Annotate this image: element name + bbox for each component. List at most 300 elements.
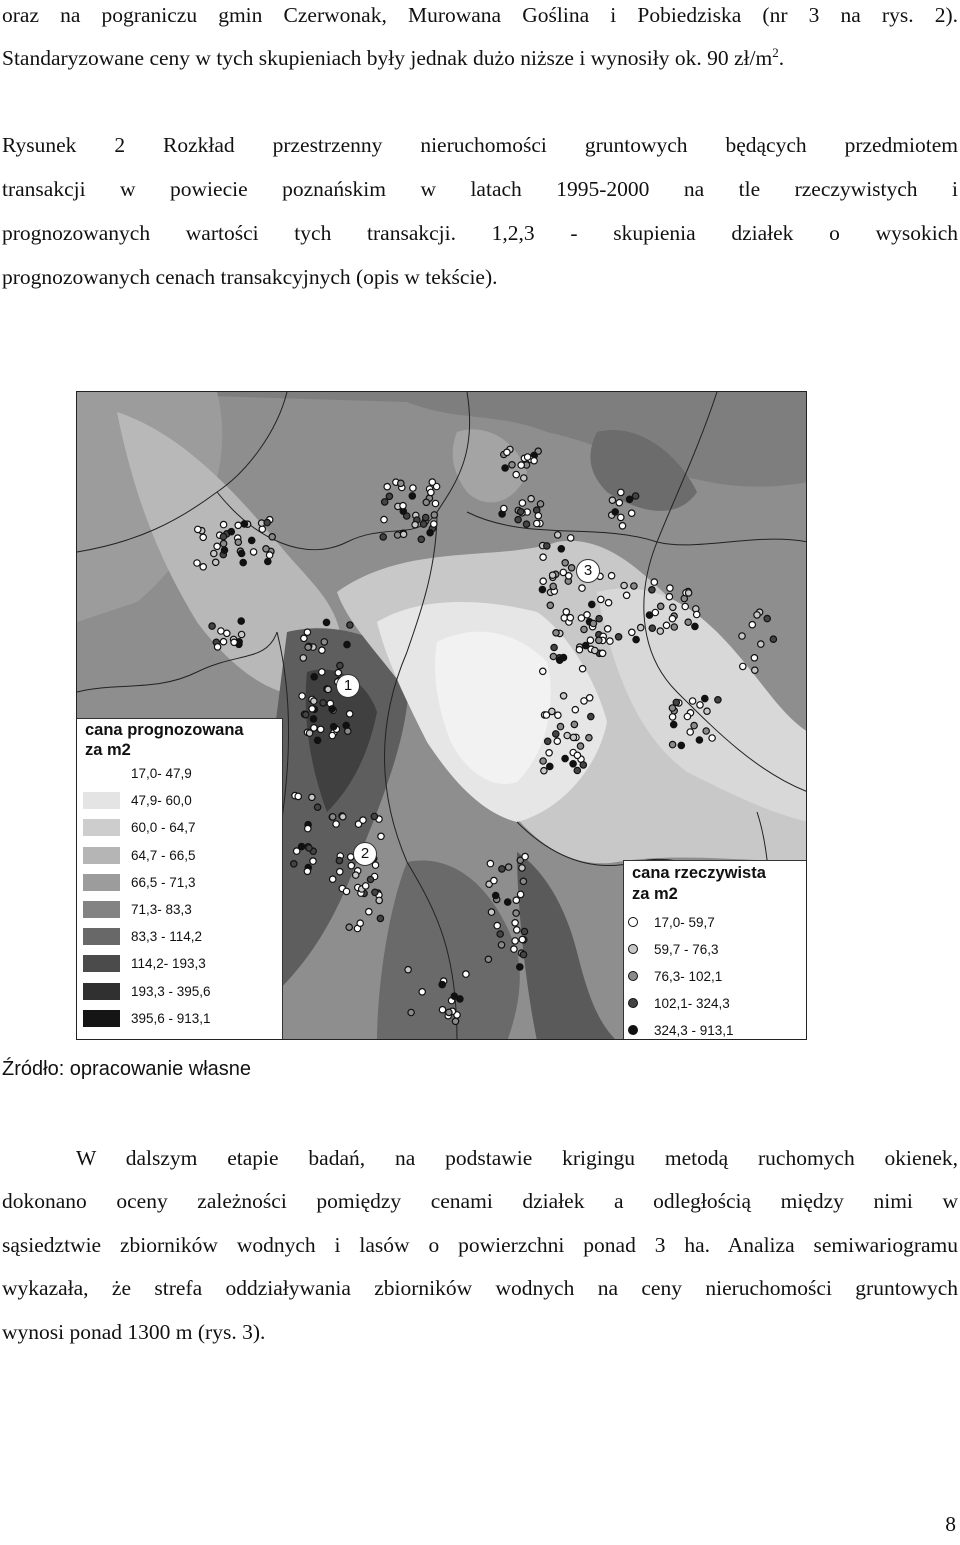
transaction-point: [311, 674, 317, 680]
transaction-point: [498, 942, 504, 948]
transaction-point: [555, 532, 561, 538]
transaction-point: [304, 629, 310, 635]
transaction-point: [646, 612, 652, 618]
transaction-point: [405, 967, 411, 973]
transaction-point: [249, 537, 255, 543]
transaction-point: [238, 618, 244, 624]
transaction-point: [524, 454, 530, 460]
transaction-point: [382, 499, 388, 505]
transaction-point: [263, 546, 269, 552]
transaction-point: [651, 579, 657, 585]
legend-dot-symbol: [628, 1025, 638, 1035]
transaction-point: [547, 763, 553, 769]
transaction-point: [431, 512, 437, 518]
transaction-point: [671, 624, 677, 630]
transaction-point: [363, 883, 369, 889]
legend-predicted-label: 114,2- 193,3: [131, 956, 206, 972]
transaction-point: [446, 1009, 452, 1015]
transaction-point: [632, 493, 638, 499]
transaction-point: [751, 655, 757, 661]
transaction-point: [553, 731, 559, 737]
transaction-point: [564, 732, 570, 738]
transaction-point: [596, 637, 602, 643]
transaction-point: [347, 711, 353, 717]
transaction-point: [451, 993, 457, 999]
transaction-point: [310, 858, 316, 864]
transaction-point: [213, 559, 219, 565]
transaction-point: [549, 572, 555, 578]
transaction-point: [384, 484, 390, 490]
transaction-point: [615, 634, 621, 640]
transaction-point: [540, 554, 546, 560]
transaction-point: [546, 750, 552, 756]
transaction-point: [553, 630, 559, 636]
transaction-point: [348, 862, 354, 868]
transaction-point: [540, 668, 546, 674]
transaction-point: [367, 876, 373, 882]
transaction-point: [220, 639, 226, 645]
transaction-point: [235, 539, 241, 545]
transaction-point: [560, 693, 566, 699]
intro-line-2: [2, 45, 958, 71]
figure-source: Źródło: opracowanie własne: [2, 1058, 252, 1080]
transaction-point: [521, 475, 527, 481]
legend-dot-symbol: [628, 998, 638, 1008]
transaction-point: [616, 500, 622, 506]
transaction-point: [770, 636, 776, 642]
transaction-point: [687, 729, 693, 735]
legend-swatch: [83, 819, 120, 836]
legend-swatch: [83, 983, 120, 1000]
legend-predicted-label: 47,9- 60,0: [131, 793, 192, 809]
caption-line-1: Rysunek 2 Rozkład przestrzenny nieruchomości gruntowych będących przedmiotem: [2, 133, 958, 157]
transaction-point: [623, 592, 629, 598]
page-number: 8: [945, 1512, 956, 1536]
intro-line-2-text: Standaryzowane ceny w tych skupieniach były jednak dużo niższe i wynosiły ok. 90 zł/m: [2, 46, 773, 70]
transaction-point: [577, 743, 583, 749]
transaction-point: [537, 501, 543, 507]
transaction-point: [570, 734, 576, 740]
transaction-point: [501, 505, 507, 511]
transaction-point: [629, 629, 635, 635]
transaction-point: [491, 877, 497, 883]
transaction-point: [214, 543, 220, 549]
transaction-point: [543, 712, 549, 718]
transaction-point: [528, 496, 534, 502]
legend-swatch: [83, 765, 120, 782]
transaction-point: [400, 531, 406, 537]
transaction-point: [657, 628, 663, 634]
transaction-point: [545, 738, 551, 744]
legend-actual-label: 102,1- 324,3: [654, 996, 730, 1011]
caption-line-2: transakcji w powiecie poznańskim w latach 1995-2000 na tle rzeczywistych i: [2, 177, 958, 201]
transaction-point: [580, 762, 586, 768]
transaction-point: [238, 631, 244, 637]
transaction-point: [305, 644, 311, 650]
transaction-point: [608, 573, 614, 579]
caption-line-4: prognozowanych cenach transakcyjnych (opis w tekście).: [2, 265, 498, 289]
transaction-point: [612, 509, 618, 515]
transaction-point: [567, 615, 573, 621]
transaction-point: [269, 534, 275, 540]
transaction-point: [347, 622, 353, 628]
transaction-point: [337, 869, 343, 875]
transaction-point: [619, 523, 625, 529]
transaction-point: [694, 611, 700, 617]
transaction-point: [551, 644, 557, 650]
transaction-point: [336, 857, 342, 863]
transaction-point: [377, 915, 383, 921]
transaction-point: [540, 758, 546, 764]
transaction-point: [550, 653, 556, 659]
transaction-point: [566, 573, 572, 579]
transaction-point: [649, 625, 655, 631]
transaction-point: [515, 517, 521, 523]
transaction-point: [555, 712, 561, 718]
transaction-point: [558, 546, 564, 552]
legend-dot-symbol: [628, 944, 638, 954]
transaction-point: [673, 699, 679, 705]
transaction-point: [319, 669, 325, 675]
transaction-point: [429, 479, 435, 485]
transaction-point: [488, 909, 494, 915]
transaction-point: [509, 462, 515, 468]
transaction-point: [329, 706, 335, 712]
transaction-point: [259, 526, 265, 532]
transaction-point: [685, 590, 691, 596]
legend-swatch: [83, 955, 120, 972]
transaction-point: [452, 1018, 458, 1024]
transaction-point: [423, 514, 429, 520]
transaction-point: [250, 549, 256, 555]
transaction-point: [214, 644, 220, 650]
transaction-point: [330, 876, 336, 882]
transaction-point: [563, 609, 569, 615]
transaction-point: [572, 707, 578, 713]
transaction-point: [689, 698, 695, 704]
legend-predicted-label: 64,7 - 66,5: [131, 847, 196, 863]
body-line-3: sąsiedztwie zbiorników wodnych i lasów o powierzchni ponad 3 ha. Analiza semiwariogramu: [2, 1233, 958, 1257]
transaction-point: [329, 732, 335, 738]
transaction-point: [487, 860, 493, 866]
legend-actual-label: 76,3- 102,1: [654, 969, 723, 984]
transaction-point: [220, 533, 226, 539]
transaction-point: [587, 695, 593, 701]
transaction-point: [692, 623, 698, 629]
transaction-point: [463, 971, 469, 977]
transaction-point: [696, 737, 702, 743]
transaction-point: [340, 814, 346, 820]
transaction-point: [578, 615, 584, 621]
transaction-point: [330, 814, 336, 820]
transaction-point: [517, 891, 523, 897]
transaction-point: [432, 500, 438, 506]
transaction-point: [504, 449, 510, 455]
transaction-point: [514, 927, 520, 933]
transaction-point: [241, 521, 247, 527]
transaction-point: [631, 583, 637, 589]
transaction-point: [357, 920, 363, 926]
transaction-point: [360, 817, 366, 823]
body-line-1: W dalszym etapie badań, na podstawie krigingu metodą ruchomych okienek,: [76, 1146, 958, 1170]
transaction-point: [523, 521, 529, 527]
transaction-point: [638, 624, 644, 630]
transaction-point: [499, 866, 505, 872]
transaction-point: [505, 864, 511, 870]
transaction-point: [520, 878, 526, 884]
transaction-point: [502, 465, 508, 471]
transaction-point: [333, 821, 339, 827]
transaction-point: [539, 586, 545, 592]
transaction-point: [522, 853, 528, 859]
transaction-point: [427, 530, 433, 536]
transaction-point: [505, 899, 511, 905]
transaction-point: [428, 489, 434, 495]
legend-swatch: [83, 874, 120, 891]
transaction-point: [709, 735, 715, 741]
transaction-point: [439, 981, 445, 987]
transaction-point: [570, 761, 576, 767]
transaction-point: [703, 728, 709, 734]
transaction-point: [517, 964, 523, 970]
transaction-point: [669, 741, 675, 747]
transaction-point: [431, 521, 437, 527]
transaction-point: [618, 514, 624, 520]
legend-actual-title-2: za m2: [632, 885, 678, 903]
transaction-point: [318, 726, 324, 732]
transaction-point: [221, 547, 227, 553]
transaction-point: [310, 716, 316, 722]
transaction-point: [519, 865, 525, 871]
legend-predicted-label: 60,0 - 64,7: [131, 820, 196, 836]
legend-actual-price: [623, 860, 807, 1040]
transaction-point: [200, 534, 206, 540]
transaction-point: [609, 497, 615, 503]
transaction-point: [303, 712, 309, 718]
transaction-point: [330, 724, 336, 730]
transaction-point: [211, 550, 217, 556]
transaction-point: [590, 620, 596, 626]
transaction-point: [621, 582, 627, 588]
transaction-point: [240, 559, 246, 565]
transaction-point: [550, 583, 556, 589]
transaction-point: [605, 626, 611, 632]
transaction-point: [519, 500, 525, 506]
transaction-point: [409, 493, 415, 499]
transaction-point: [540, 578, 546, 584]
transaction-point: [588, 713, 594, 719]
intro-line-1: oraz na pograniczu gmin Czerwonak, Murowana Goślina i Pobiedziska (nr 3 na rys. 2).: [2, 3, 958, 27]
transaction-point: [320, 700, 326, 706]
transaction-point: [266, 552, 272, 558]
transaction-point: [535, 513, 541, 519]
transaction-point: [378, 833, 384, 839]
transaction-point: [626, 496, 632, 502]
transaction-point: [294, 848, 300, 854]
transaction-point: [554, 738, 560, 744]
transaction-point: [235, 522, 241, 528]
transaction-point: [195, 526, 201, 532]
cluster-label-3: 3: [576, 559, 600, 583]
legend-predicted-label: 395,6 - 913,1: [131, 1010, 211, 1026]
transaction-point: [531, 458, 537, 464]
transaction-point: [629, 510, 635, 516]
transaction-point: [697, 702, 703, 708]
cluster-label-1: 1: [336, 674, 360, 698]
transaction-point: [519, 936, 525, 942]
transaction-point: [400, 503, 406, 509]
transaction-point: [343, 888, 349, 894]
transaction-point: [599, 650, 605, 656]
legend-swatch: [83, 792, 120, 809]
transaction-point: [311, 698, 317, 704]
transaction-point: [666, 594, 672, 600]
transaction-point: [420, 521, 426, 527]
body-line-4: wykazała, że strefa oddziaływania zbiorników wodnych na ceny nieruchomości gruntowych: [2, 1276, 958, 1300]
transaction-point: [534, 520, 540, 526]
transaction-point: [581, 626, 587, 632]
transaction-point: [306, 845, 312, 851]
transaction-point: [344, 641, 350, 647]
transaction-point: [309, 706, 315, 712]
transaction-point: [264, 519, 270, 525]
transaction-point: [408, 1009, 414, 1015]
transaction-point: [658, 603, 664, 609]
transaction-point: [649, 587, 655, 593]
transaction-point: [366, 909, 372, 915]
transaction-point: [702, 695, 708, 701]
legend-actual-title-1: cana rzeczywista: [632, 864, 766, 882]
transaction-point: [740, 663, 746, 669]
transaction-point: [319, 647, 325, 653]
transaction-point: [579, 666, 585, 672]
caption-line-3: prognozowanych wartości tych transakcji. 1,2,3 - skupienia działek o wysokich: [2, 221, 958, 245]
legend-actual-label: 17,0- 59,7: [654, 915, 715, 930]
legend-predicted-label: 193,3 - 395,6: [131, 983, 211, 999]
transaction-point: [209, 623, 215, 629]
transaction-point: [667, 585, 673, 591]
transaction-point: [576, 647, 582, 653]
transaction-point: [521, 928, 527, 934]
transaction-point: [309, 794, 315, 800]
transaction-point: [633, 636, 639, 642]
legend-swatch: [83, 847, 120, 864]
transaction-point: [568, 565, 574, 571]
transaction-point: [306, 730, 312, 736]
transaction-point: [386, 493, 392, 499]
transaction-point: [739, 633, 745, 639]
transaction-point: [571, 721, 577, 727]
transaction-point: [337, 662, 343, 668]
transaction-point: [704, 708, 710, 714]
transaction-point: [439, 1007, 445, 1013]
transaction-point: [670, 604, 676, 610]
transaction-point: [618, 489, 624, 495]
legend-actual-label: 59,7 - 76,3: [654, 942, 719, 957]
transaction-point: [562, 560, 568, 566]
transaction-point: [583, 642, 589, 648]
transaction-point: [394, 532, 400, 538]
transaction-point: [669, 714, 675, 720]
transaction-point: [410, 485, 416, 491]
transaction-point: [231, 639, 237, 645]
transaction-point: [684, 713, 690, 719]
legend-swatch: [83, 901, 120, 918]
transaction-point: [299, 693, 305, 699]
transaction-point: [512, 938, 518, 944]
transaction-point: [376, 897, 382, 903]
transaction-point: [295, 793, 301, 799]
transaction-point: [691, 722, 697, 728]
legend-swatch: [83, 928, 120, 945]
transaction-point: [518, 462, 524, 468]
legend-predicted-label: 17,0- 47,9: [131, 766, 192, 781]
transaction-point: [752, 667, 758, 673]
transaction-point: [758, 641, 764, 647]
transaction-point: [485, 956, 491, 962]
transaction-point: [423, 499, 429, 505]
transaction-point: [380, 534, 386, 540]
cluster-label-2: 2: [353, 842, 377, 866]
legend-predicted-title-2: za m2: [85, 741, 131, 759]
transaction-point: [512, 920, 518, 926]
transaction-point: [304, 868, 310, 874]
transaction-point: [238, 550, 244, 556]
transaction-point: [372, 862, 378, 868]
transaction-point: [497, 931, 503, 937]
transaction-point: [220, 521, 226, 527]
legend-predicted-title-1: cana prognozowana: [85, 721, 244, 739]
body-line-2: dokonano oceny zależności pomiędzy cenami działek a odległością między nimi w: [2, 1189, 958, 1213]
transaction-point: [574, 767, 580, 773]
transaction-point: [568, 535, 574, 541]
transaction-point: [513, 910, 519, 916]
transaction-point: [589, 601, 595, 607]
transaction-point: [513, 897, 519, 903]
transaction-point: [764, 615, 770, 621]
transaction-point: [346, 924, 352, 930]
legend-actual-label: 324,3 - 913,1: [654, 1023, 734, 1038]
body-line-5: wynosi ponad 1300 m (rys. 3).: [2, 1320, 266, 1344]
transaction-point: [562, 755, 568, 761]
transaction-point: [194, 560, 200, 566]
transaction-point: [220, 540, 226, 546]
transaction-point: [669, 616, 675, 622]
transaction-point: [754, 612, 760, 618]
transaction-point: [685, 619, 691, 625]
transaction-point: [520, 951, 526, 957]
transaction-point: [224, 630, 230, 636]
transaction-point: [518, 509, 524, 515]
transaction-point: [513, 471, 519, 477]
legend-swatch: [83, 1010, 120, 1027]
legend-predicted-label: 71,3- 83,3: [131, 902, 192, 917]
transaction-point: [544, 543, 550, 549]
transaction-point: [372, 889, 378, 895]
transaction-point: [381, 516, 387, 522]
legend-dot-symbol: [628, 917, 638, 927]
transaction-point: [305, 825, 311, 831]
transaction-point: [605, 600, 611, 606]
transaction-point: [345, 728, 351, 734]
transaction-point: [228, 529, 234, 535]
transaction-point: [412, 522, 418, 528]
transaction-point: [671, 721, 677, 727]
legend-predicted-price: [77, 718, 283, 1039]
transaction-point: [300, 655, 306, 661]
transaction-point: [547, 602, 553, 608]
transaction-point: [678, 742, 684, 748]
